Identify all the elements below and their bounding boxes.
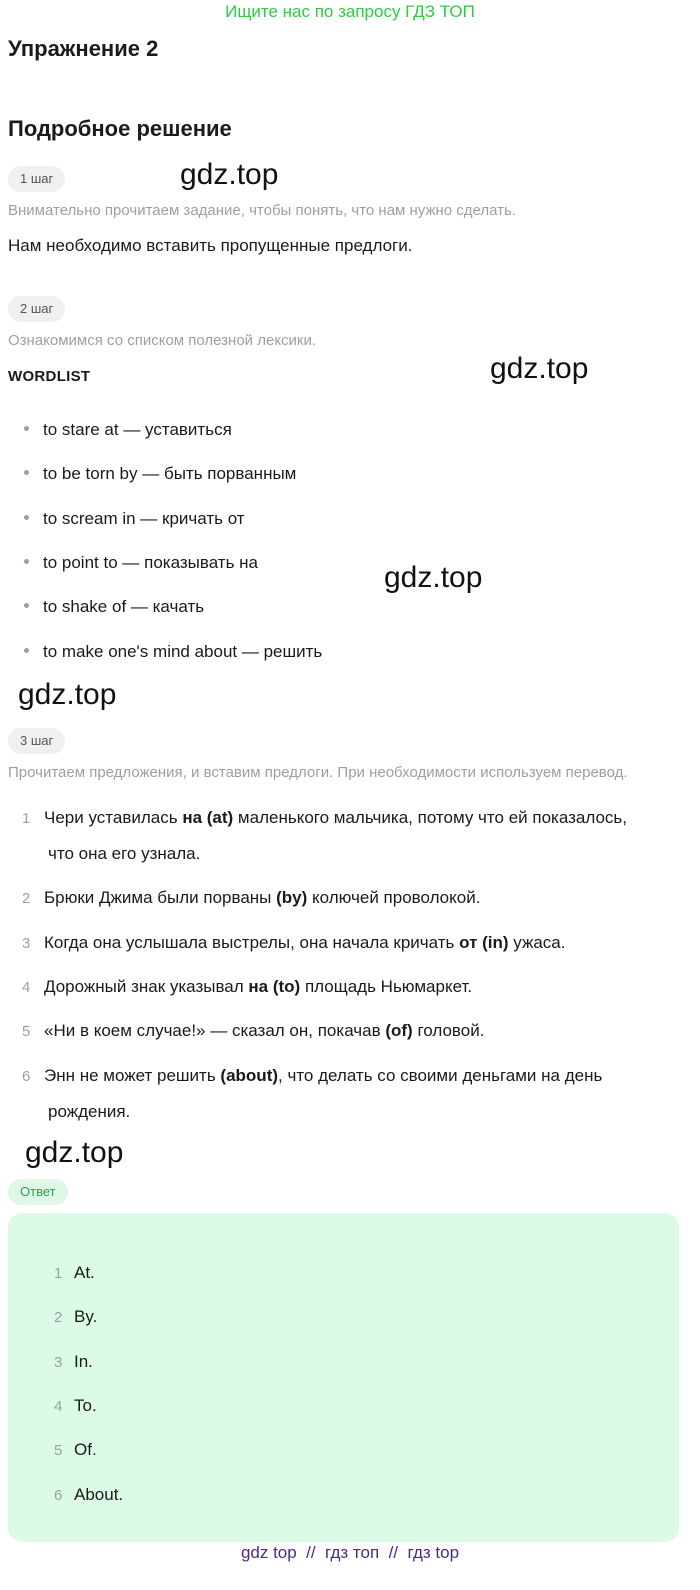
list-item: to stare at — уставиться: [24, 420, 232, 440]
answer-item: 2 By.: [54, 1307, 98, 1326]
list-item: to scream in — кричать от: [24, 509, 245, 529]
wordlist-heading: WORDLIST: [8, 368, 91, 385]
watermark: gdz.top: [384, 561, 483, 594]
sentence-item: 1 Чери уставилась на (at) маленького мальчика, потому что ей показалось, что она его узнала.: [22, 808, 627, 863]
bullet-icon: [24, 515, 29, 520]
watermark: gdz.top: [18, 678, 117, 711]
list-item: to make one's mind about — решить: [24, 642, 322, 662]
answer-item: 5 Of.: [54, 1440, 97, 1459]
answer-item: 4 To.: [54, 1396, 97, 1415]
step-1-text: Нам необходимо вставить пропущенные предлоги.: [8, 236, 413, 255]
sentence-item: 2 Брюки Джима были порваны (by) колючей проволокой.: [22, 888, 481, 907]
answer-item: 6 About.: [54, 1485, 124, 1504]
watermark: gdz.top: [25, 1136, 124, 1169]
sentence-item: 6 Энн не может решить (about), что делать со своими деньгами на день рождения.: [22, 1066, 603, 1121]
list-item: to point to — показывать на: [24, 553, 258, 573]
exercise-title: Упражнение 2: [8, 36, 159, 61]
watermark: gdz.top: [180, 158, 279, 191]
step-3-hint: Прочитаем предложения, и вставим предлоги. При необходимости используем перевод.: [8, 764, 628, 781]
bullet-icon: [24, 559, 29, 564]
sentence-item: 4 Дорожный знак указывал на (to) площадь Ньюмаркет.: [22, 977, 473, 996]
sentence-item: 5 «Ни в коем случае!» — сказал он, покачав (of) головой.: [22, 1021, 485, 1040]
list-item: to be torn by — быть порванным: [24, 464, 296, 484]
list-item: to shake of — качать: [24, 597, 204, 617]
watermark: gdz.top: [490, 352, 589, 385]
footer-links[interactable]: gdz top // гдз топ // гдз top: [240, 1543, 460, 1562]
search-banner: Ищите нас по запросу ГДЗ ТОП: [225, 2, 475, 21]
answer-item: 3 In.: [54, 1352, 93, 1371]
bullet-icon: [24, 470, 29, 475]
solution-title: Подробное решение: [8, 116, 232, 141]
step-badge-1: 1 шаг: [8, 166, 65, 192]
step-badge-2: 2 шаг: [8, 296, 65, 322]
sentence-item: 3 Когда она услышала выстрелы, она начала кричать от (in) ужаса.: [22, 933, 566, 952]
bullet-icon: [24, 603, 29, 608]
bullet-icon: [24, 426, 29, 431]
step-badge-3: 3 шаг: [8, 728, 65, 754]
bullet-icon: [24, 648, 29, 653]
answer-item: 1 At.: [54, 1263, 95, 1282]
step-2-hint: Ознакомимся со списком полезной лексики.: [8, 332, 317, 349]
answer-badge: Ответ: [8, 1179, 68, 1205]
step-1-hint: Внимательно прочитаем задание, чтобы понять, что нам нужно сделать.: [8, 202, 517, 219]
answer-box: [8, 1213, 679, 1542]
